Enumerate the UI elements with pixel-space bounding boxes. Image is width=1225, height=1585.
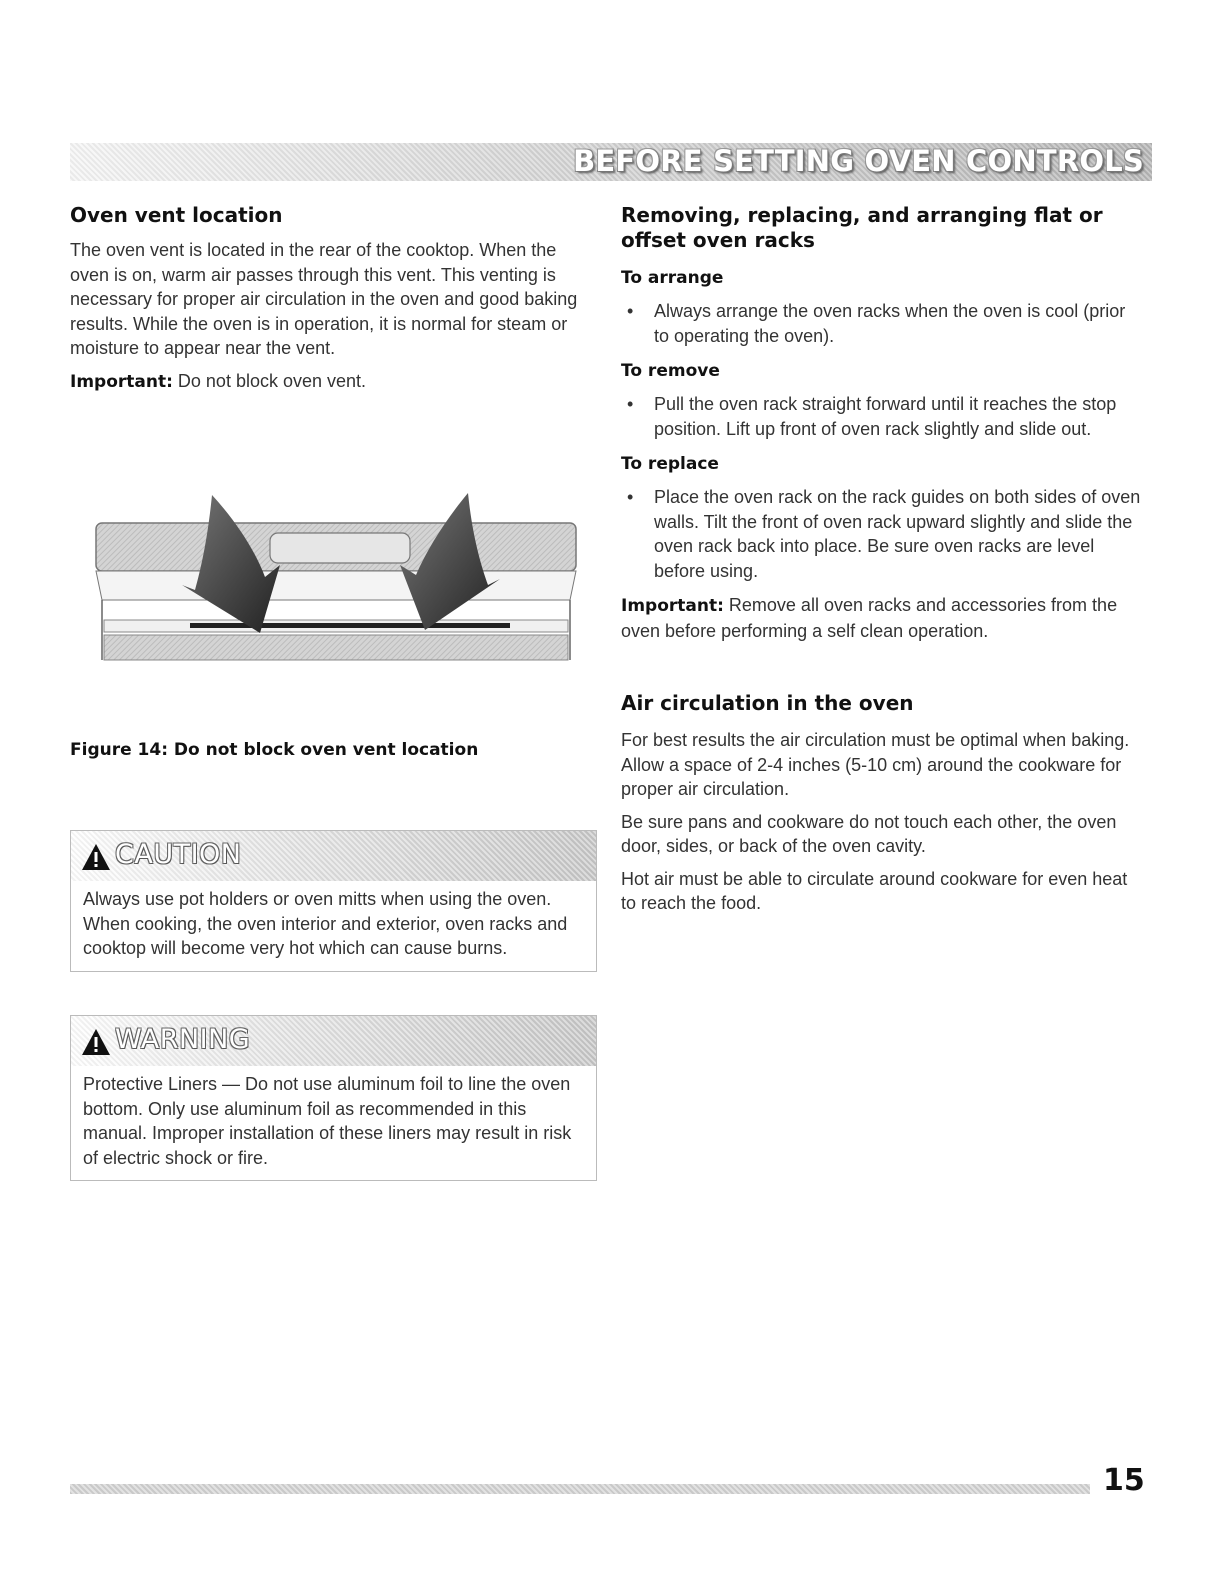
warning-title: WARNING [115,1024,251,1055]
caution-header [71,831,596,881]
important-text: Remove all oven racks and accessories from the oven before performing a self clean operation. [621,595,1118,641]
remove-text: Pull the oven rack straight forward until it reaches the stop position. Lift up front of oven rack slightly and slide out. [654,394,1117,439]
arrange-text: Always arrange the oven racks when the oven is cool (prior to operating the oven). [654,301,1126,346]
vent-heading: Oven vent location [70,203,283,227]
bullet-dot: • [627,301,634,321]
air-heading: Air circulation in the oven [621,691,914,715]
caution-box [70,830,597,972]
bullet-dot: • [627,394,634,414]
important-text: Do not block oven vent. [172,370,367,391]
caution-title: CAUTION [115,839,242,870]
racks-heading: Removing, replacing, and arranging flat or offset oven racks [621,203,1103,252]
left-column [70,203,595,394]
warning-body: Protective Liners — Do not use aluminum foil to line the oven bottom. Only use aluminum foil as recommended in this manual. Improper installation of these liners may result in risk of electric shock or fire. [83,1074,572,1168]
air-paragraph-1: For best results the air circulation must be optimal when baking. Allow a space of 2-4 inches (5-10 cm) around the cookware for proper air circulation. [621,730,1130,799]
replace-text: Place the oven rack on the rack guides on both sides of oven walls. Tilt the front of oven rack upward slightly and slide the oven rack back into place. Be sure oven racks are level before using. [654,487,1141,581]
replace-label: To replace [621,454,719,474]
arrange-bullet [621,299,1141,348]
arrange-label: To arrange [621,268,724,288]
warning-triangle-icon [81,843,111,871]
oven-vent-figure [90,485,590,665]
racks-important [621,593,1141,643]
warning-box [70,1015,597,1181]
warning-triangle-icon [81,1028,111,1056]
bullet-dot: • [627,487,634,507]
caution-body: Always use pot holders or oven mitts when using the oven. When cooking, the oven interior and exterior, oven racks and cooktop will become very hot which can cause burns. [83,889,568,958]
oven-vent-illustration [90,485,590,665]
remove-label: To remove [621,361,720,381]
page-number: 15 [1103,1463,1145,1498]
vent-body: The oven vent is located in the rear of the cooktop. When the oven is on, warm air passes through this vent. This venting is necessary for proper air circulation in the oven and good baking results. While the oven is in operation, it is normal for steam or moisture to appear near the vent. [70,240,578,358]
air-paragraph-2: Be sure pans and cookware do not touch each other, the oven door, sides, or back of the oven cavity. [621,811,1117,856]
important-label: Important: [70,371,173,392]
replace-bullet [621,485,1141,583]
warning-header [71,1016,596,1066]
figure-caption: Figure 14: Do not block oven vent location [70,740,479,760]
vent-important [70,369,595,395]
remove-bullet [621,392,1141,441]
right-column [621,203,1141,916]
section-title: BEFORE SETTING OVEN CONTROLS [573,144,1144,178]
footer-bar [70,1484,1090,1494]
important-label: Important: [621,596,724,616]
air-paragraph-3: Hot air must be able to circulate around cookware for even heat to reach the food. [621,868,1128,913]
section-banner [70,143,1152,181]
